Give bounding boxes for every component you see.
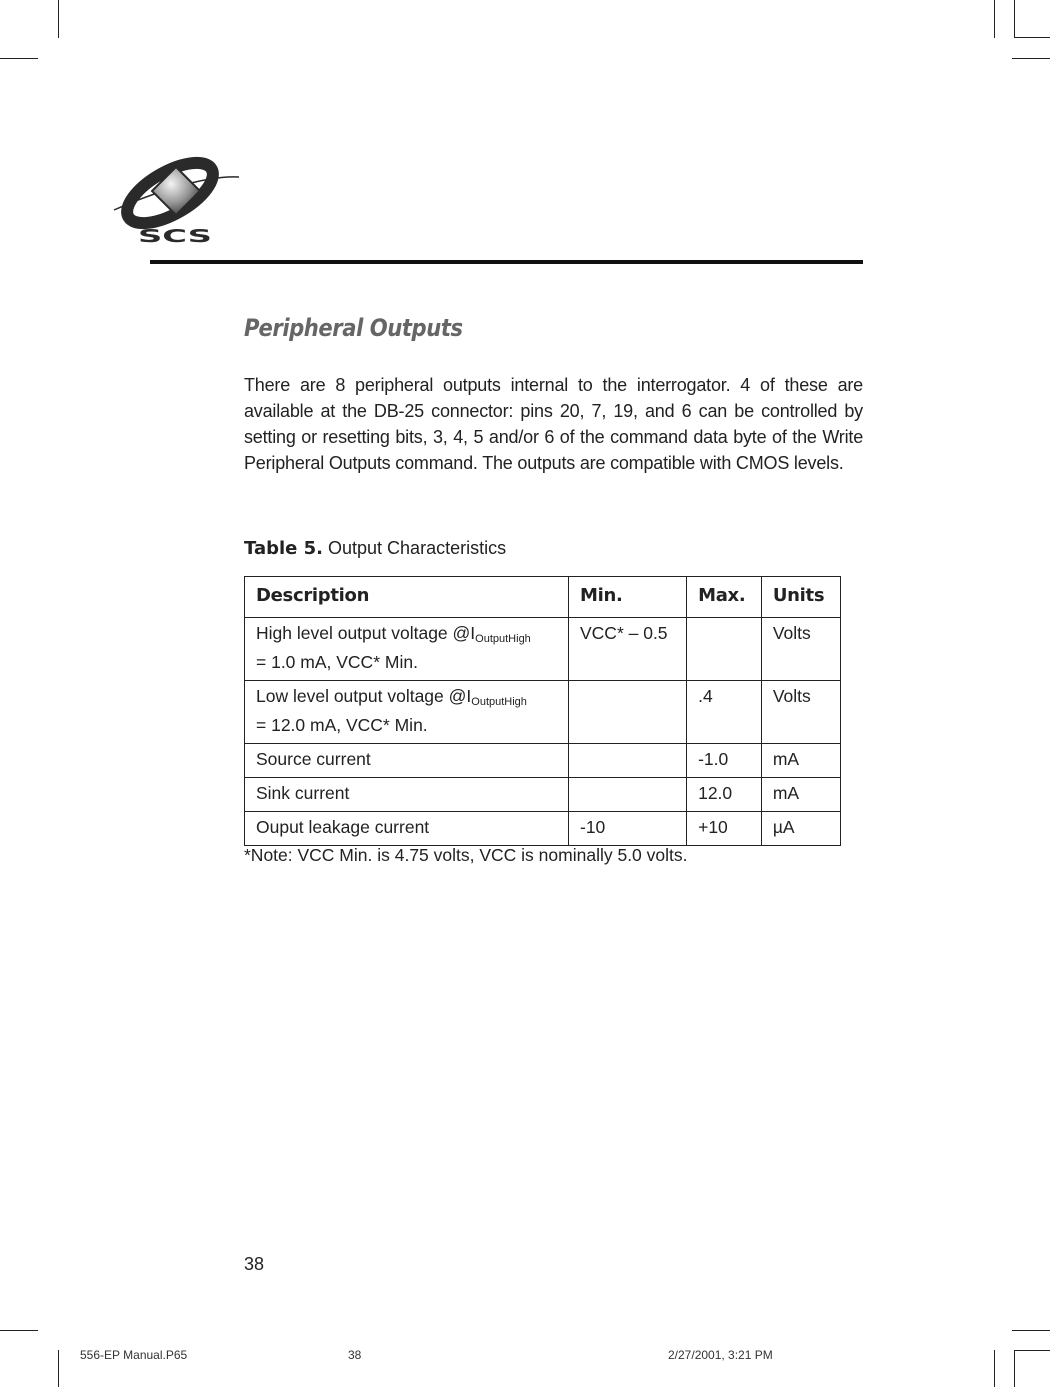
crop-mark [1012,58,1050,59]
crop-mark [0,1330,38,1331]
header-rule [150,260,863,264]
footer-filename: 556-EP Manual.P65 [80,1348,188,1362]
column-header-units: Units [761,577,840,618]
cell-min [569,744,687,778]
scs-logo [108,155,242,247]
table-header-row [245,577,841,618]
crop-mark [1012,1330,1050,1331]
subscript: OutputHigh [475,633,531,645]
cell-description [245,618,569,681]
table-caption-text: Output Characteristics [328,538,507,558]
table-row [245,744,841,778]
cell-description: Ouput leakage current [245,812,569,846]
svg-text:SCS: SCS [138,226,212,247]
table-caption-label: Table 5. [244,538,323,559]
cell-units: Volts [761,618,840,681]
section-title: Peripheral Outputs [244,314,463,342]
crop-mark [1014,37,1050,38]
cell-units: µA [761,812,840,846]
crop-mark [1014,1350,1050,1351]
cell-max: +10 [687,812,762,846]
crop-mark [0,58,38,59]
crop-mark [58,1350,59,1387]
column-header-min: Min. [569,577,687,618]
cell-min: VCC* – 0.5 [569,618,687,681]
crop-mark [1014,1350,1015,1387]
table-note: *Note: VCC Min. is 4.75 volts, VCC is nominally 5.0 volts. [244,845,688,865]
cell-description: Sink current [245,778,569,812]
description-text: = 12.0 mA, VCC* Min. [256,715,428,735]
description-text: Low level output voltage @I [256,686,472,706]
cell-min: -10 [569,812,687,846]
column-header-max: Max. [687,577,762,618]
cell-max [687,618,762,681]
crop-mark [58,0,59,38]
crop-mark [1014,0,1015,38]
description-text: High level output voltage @I [256,623,476,643]
crop-mark [994,1350,995,1387]
table-caption [244,538,506,559]
output-characteristics-table [244,576,841,846]
cell-min [569,778,687,812]
cell-max: 12.0 [687,778,762,812]
footer-timestamp: 2/27/2001, 3:21 PM [668,1348,773,1362]
section-paragraph: There are 8 peripheral outputs internal to the interrogator. 4 of these are available at the DB-25 connector: pins 20, 7, 19, and 6 can be controlled by setting or resetting bits, 3, 4, 5 and/or 6 of the command data byte of the Write Peripheral Outputs command. The outputs are compatible with CMOS levels. [244,375,863,473]
table-row [245,618,841,681]
footer-page-number: 38 [348,1348,362,1362]
description-text: = 1.0 mA, VCC* Min. [256,652,418,672]
table-row [245,681,841,744]
table-row [245,778,841,812]
cell-min [569,681,687,744]
cell-description [245,681,569,744]
cell-units: mA [761,744,840,778]
cell-max: .4 [687,681,762,744]
cell-units: mA [761,778,840,812]
table-row [245,812,841,846]
crop-mark [994,0,995,38]
column-header-description: Description [245,577,569,618]
cell-max: -1.0 [687,744,762,778]
page-number: 38 [244,1254,265,1274]
cell-units: Volts [761,681,840,744]
subscript: OutputHigh [471,696,527,708]
cell-description: Source current [245,744,569,778]
